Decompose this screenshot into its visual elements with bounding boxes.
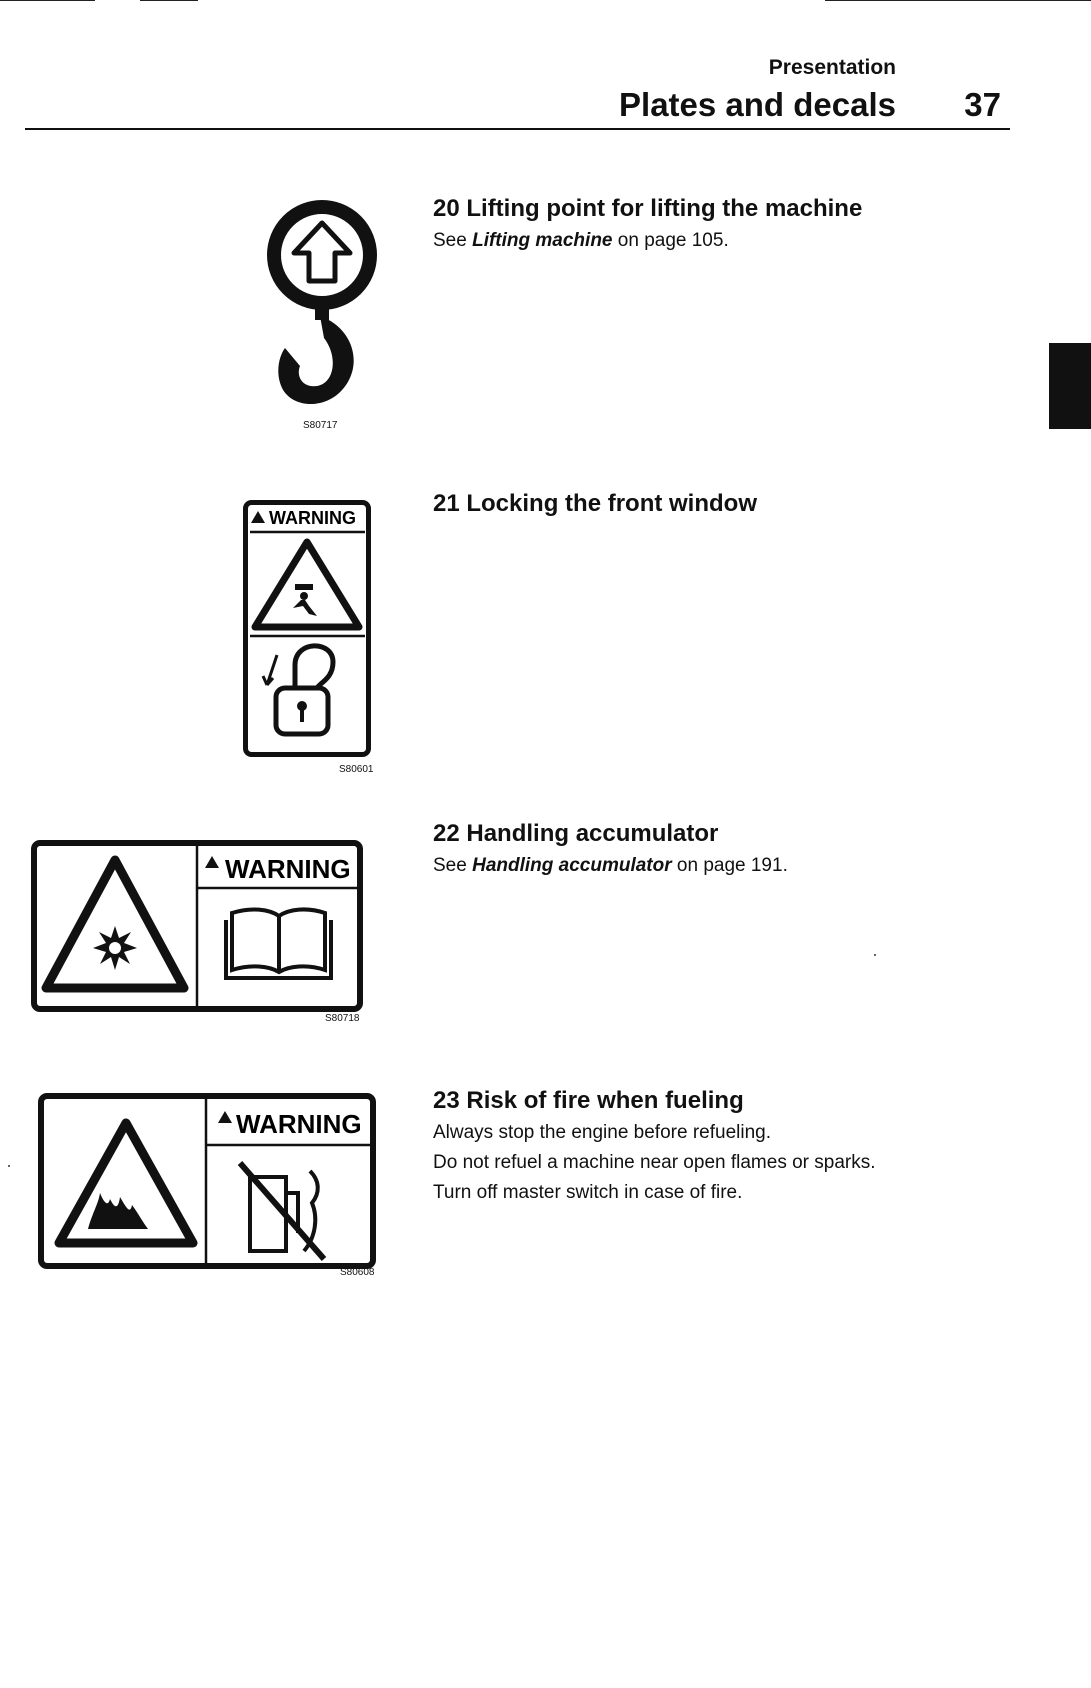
entry-22 — [433, 820, 953, 886]
entry-line: Do not refuel a machine near open flames or sparks. — [433, 1152, 876, 1173]
header-rule — [25, 128, 1010, 130]
page-number: 37 — [964, 86, 1001, 123]
warning-label: WARNING — [225, 854, 351, 884]
entry-heading: 21 Locking the front window — [433, 490, 757, 517]
fueling-fire-warning-decal — [38, 1093, 376, 1274]
warning-label: WARNING — [269, 508, 356, 528]
scan-speck — [8, 1165, 10, 1167]
chapter-thumb-tab — [1049, 343, 1091, 429]
reference-link[interactable]: Lifting machine — [472, 230, 613, 251]
entry-21 — [433, 490, 953, 526]
entry-23 — [433, 1087, 953, 1213]
image-code: S80718 — [325, 1013, 360, 1024]
front-window-warning-decal — [243, 500, 373, 763]
scan-edge-line — [140, 0, 198, 1]
image-code: S80608 — [340, 1267, 375, 1278]
entry-heading: 20 Lifting point for lifting the machine — [433, 195, 863, 222]
scan-speck — [874, 954, 876, 956]
warning-label: WARNING — [236, 1109, 362, 1139]
scan-edge-line — [825, 0, 1091, 1]
section-label: Presentation — [768, 56, 896, 79]
hook-icon — [278, 316, 353, 404]
entry-heading: 22 Handling accumulator — [433, 820, 719, 847]
lifting-point-decal — [262, 198, 382, 428]
up-arrow-icon — [294, 223, 350, 281]
entry-reference: See Handling accumulator on page 191. — [433, 855, 788, 876]
image-code: S80601 — [339, 764, 374, 775]
entry-heading: 23 Risk of fire when fueling — [433, 1087, 744, 1114]
accumulator-warning-decal — [31, 840, 363, 1017]
page-title: Plates and decals — [619, 86, 896, 123]
entry-20 — [433, 195, 953, 261]
entry-line: Turn off master switch in case of fire. — [433, 1182, 743, 1203]
reference-link[interactable]: Handling accumulator — [472, 855, 672, 876]
entry-line: Always stop the engine before refueling. — [433, 1122, 771, 1143]
scan-edge-line — [0, 0, 95, 1]
image-code: S80717 — [303, 420, 338, 431]
entry-reference: See Lifting machine on page 105. — [433, 230, 729, 251]
